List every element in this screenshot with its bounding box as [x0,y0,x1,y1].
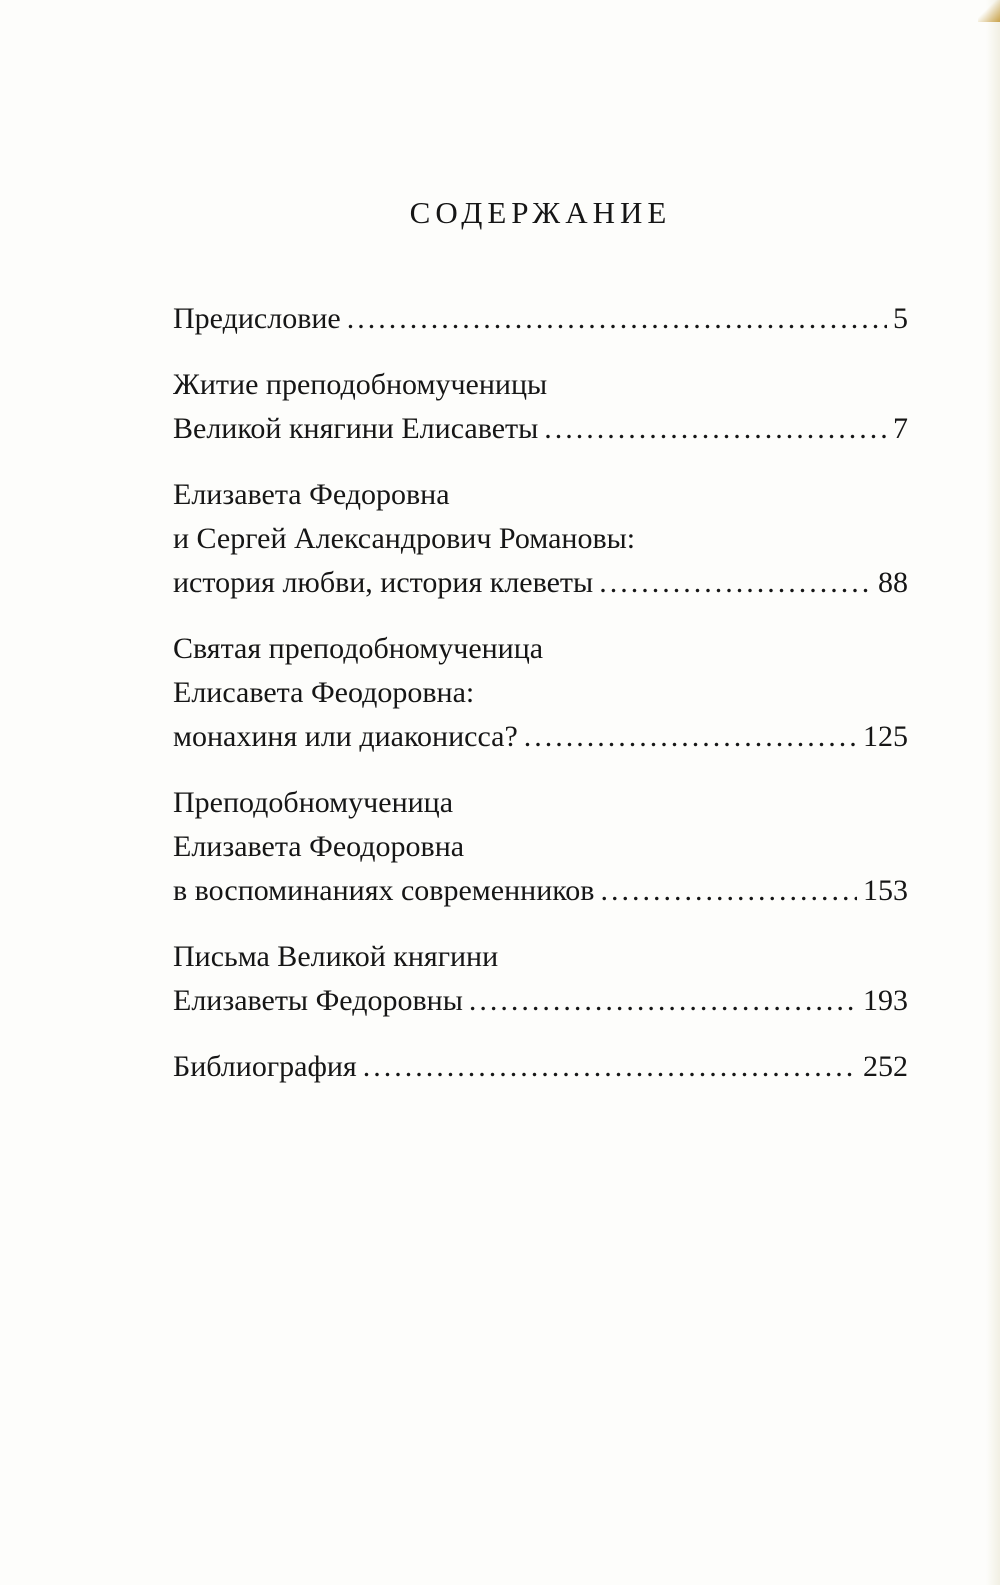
toc-entry-text: монахиня или диаконисса? [173,720,518,753]
toc-entry [173,781,908,913]
toc-entry-last-line [173,1045,908,1089]
toc-page-number: 7 [893,412,908,445]
toc-entry-line: Житие преподобномученицы [173,368,548,401]
toc-entry [173,363,908,451]
toc-page-number: 193 [863,984,908,1017]
toc-entry-last-line [173,407,908,451]
toc-entry-line: Святая преподобномученица [173,632,544,665]
toc-entry [173,627,908,759]
dot-leader [544,407,887,451]
dot-leader [363,1045,857,1089]
toc-page-number: 153 [863,874,908,907]
toc-page-number: 125 [863,720,908,753]
toc-entry [173,473,908,605]
toc-entry-text: Елизаветы Федоровны [173,984,463,1017]
toc-entry-line: Елизавета Федоровна [173,478,450,511]
toc-entry-last-line [173,561,908,605]
toc-entry [173,1045,908,1089]
toc-entry-line: Письма Великой княгини [173,940,499,973]
toc-entry-line: Преподобномученица [173,786,454,819]
page-corner-mark [978,0,1000,22]
toc-entry-line: и Сергей Александрович Романовы: [173,522,636,555]
dot-leader [524,715,857,759]
toc-page-number: 252 [863,1050,908,1083]
toc-entry [173,297,908,341]
toc-entry-line: Елисавета Феодоровна: [173,676,475,709]
toc-entry [173,935,908,1023]
dot-leader [600,869,857,913]
dot-leader [599,561,872,605]
toc-title: СОДЕРЖАНИЕ [409,195,672,230]
toc-entry-last-line [173,979,908,1023]
toc-entry-last-line [173,869,908,913]
table-of-contents [173,195,908,1111]
dot-leader [469,979,857,1023]
toc-entry-text: Библиография [173,1050,357,1083]
toc-entry-text: Великой княгини Елисаветы [173,412,539,445]
toc-entry-line: Елизавета Феодоровна [173,830,465,863]
toc-entry-last-line [173,715,908,759]
toc-entry-text: история любви, история клеветы [173,566,594,599]
toc-page-number: 5 [893,302,908,335]
toc-entry-text: Предисловие [173,302,341,335]
toc-entry-text: в воспоминаниях современников [173,874,595,907]
dot-leader [347,297,887,341]
toc-entry-last-line [173,297,908,341]
toc-page-number: 88 [878,566,908,599]
page-edge-shadow [986,0,1000,1585]
